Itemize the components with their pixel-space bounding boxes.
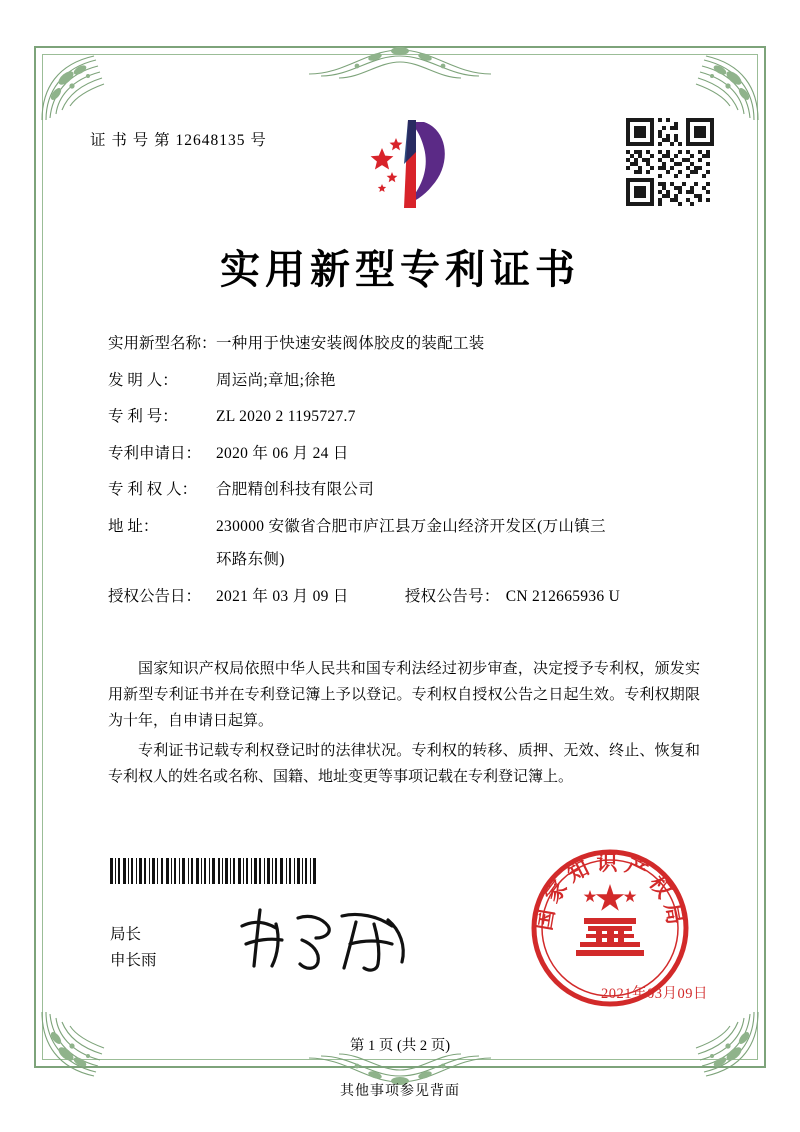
certificate-number: 证 书 号 第 12648135 号 (90, 132, 267, 149)
signature-labels (110, 922, 157, 974)
field-row-inventor (108, 373, 708, 389)
field-value: 周运尚;章旭;徐艳 (216, 371, 336, 389)
announcement-number-label: 授权公告号： (404, 587, 500, 605)
announcement-number-value: CN 212665936 U (505, 587, 621, 605)
paragraph-1: 国家知识产权局依照中华人民共和国专利法经过初步审查，决定授予专利权，颁发实用新型专利证书并在专利登记簿上予以登记。专利权自授权公告之日起生效。专利权期限为十年，自申请日起算。 (108, 661, 700, 729)
field-label: 地 址： (108, 517, 159, 535)
field-value-announcement (216, 589, 708, 605)
page-number: 第 1 页 (共 2 页) (349, 1038, 451, 1054)
seal-date: 2021年03月09日 (601, 986, 708, 1002)
handwritten-signature-icon (232, 900, 422, 978)
field-row-address (108, 519, 708, 568)
seal-text: 国家知识产权局 (531, 851, 689, 933)
legal-text-block (108, 656, 700, 794)
footer-note: 其他事项参见背面 (340, 1084, 460, 1099)
field-value: 2020 年 06 月 24 日 (216, 444, 349, 462)
paragraph-2: 专利证书记载专利权登记时的法律状况。专利权的转移、质押、无效、终止、恢复和专利权人的姓名或名称、国籍、地址变更等事项记载在专利登记簿上。 (108, 743, 700, 785)
field-value: 一种用于快速安装阀体胶皮的装配工装 (216, 335, 485, 352)
qr-code-icon (626, 118, 714, 206)
field-row-announcement (108, 589, 708, 605)
top-center-ornament-icon (305, 40, 495, 82)
field-list (108, 336, 708, 625)
director-title-label: 局长 (110, 926, 142, 943)
announcement-number-group (405, 589, 620, 605)
field-row-patent-number (108, 409, 708, 425)
field-value: ZL 2020 2 1195727.7 (216, 408, 356, 425)
field-label: 专 利 号： (108, 408, 178, 425)
barcode (110, 858, 320, 884)
page-title: 实用新型专利证书 (220, 247, 580, 292)
cnipa-logo-icon (352, 108, 462, 218)
field-row-application-date (108, 446, 708, 462)
field-row-patentee (108, 482, 708, 498)
field-label: 专 利 权 人： (108, 481, 198, 498)
field-label: 发 明 人： (108, 371, 178, 389)
address-line-1: 230000 安徽省合肥市庐江县万金山经济开发区(万山镇三 (216, 517, 606, 535)
field-label: 专利申请日： (108, 444, 202, 462)
field-label: 实用新型名称： (108, 335, 217, 352)
field-value-address (216, 519, 708, 568)
announcement-date: 2021 年 03 月 09 日 (216, 587, 349, 605)
field-label: 授权公告日： (108, 587, 202, 605)
director-name-label: 申长雨 (110, 952, 157, 969)
field-value: 合肥精创科技有限公司 (216, 481, 375, 498)
address-line-2: 环路东侧) (216, 551, 285, 568)
field-row-utility-model-name (108, 336, 708, 352)
